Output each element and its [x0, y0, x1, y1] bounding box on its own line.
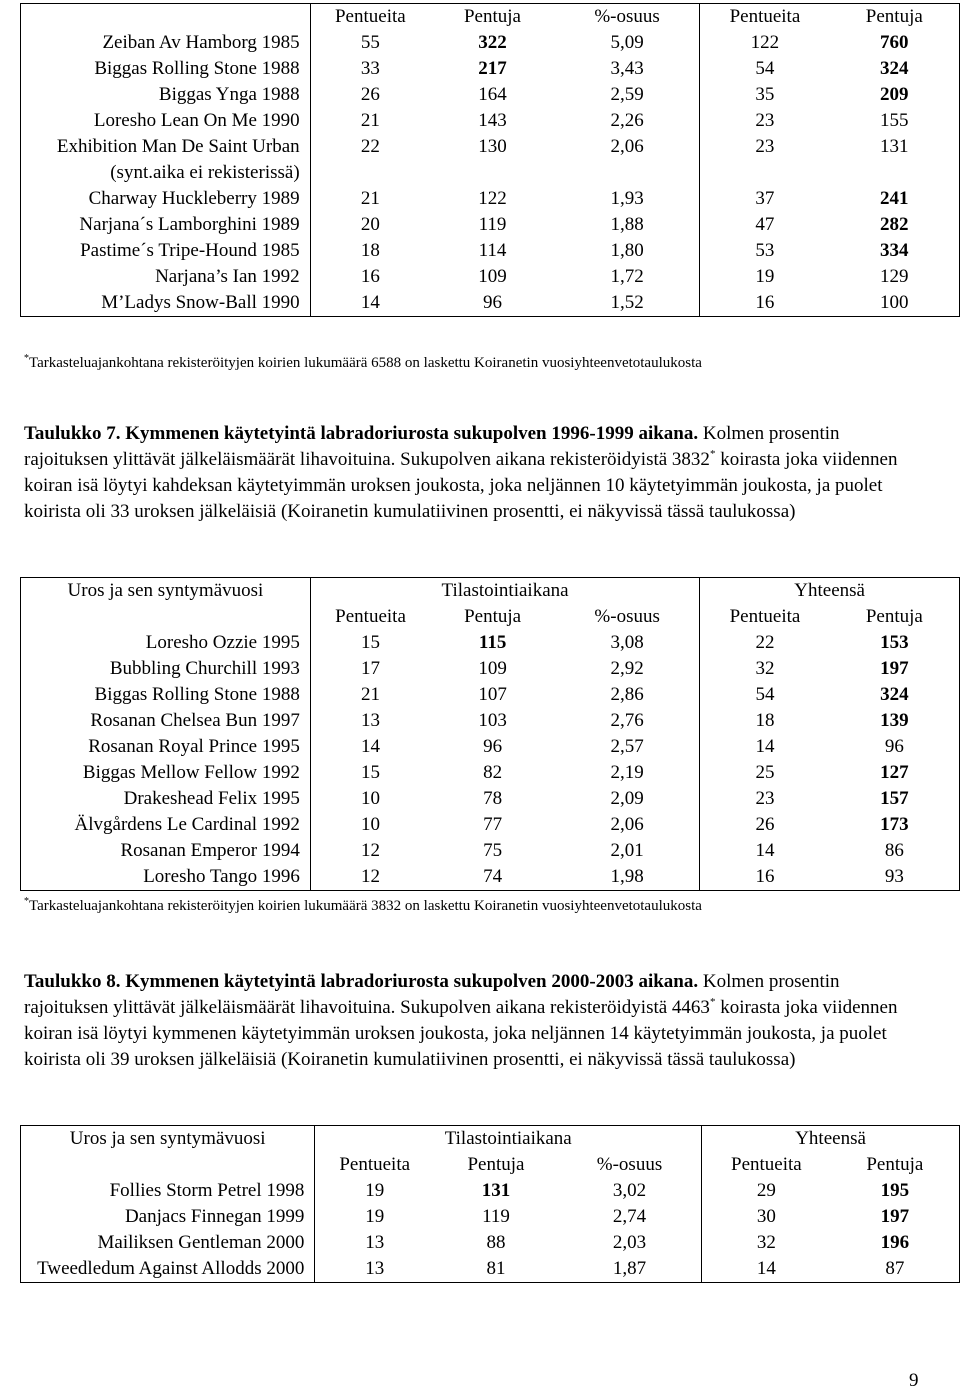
litters-total-cell: 47 [755, 214, 775, 235]
stud-name-cell: Narjana´s Lamborghini 1989 [21, 212, 311, 238]
litters-total-cell: 23 [755, 788, 775, 809]
litters-cell: 20 [360, 214, 380, 235]
share-cell: 5,09 [555, 30, 700, 56]
puppies-total-cell: 197 [831, 1204, 960, 1230]
header-name: Uros ja sen syntymävuosi [21, 1126, 315, 1153]
footnote-2 [24, 893, 702, 915]
table-row [21, 734, 960, 760]
footnote-text: Tarkasteluajankohtana rekisteröityjen koirien lukumäärä 6588 on laskettu Koiranetin vuosiyhteenvetotaulukosta [29, 355, 702, 371]
stud-name-cell: Biggas Rolling Stone 1988 [21, 682, 311, 708]
puppies-total-cell: 197 [830, 656, 960, 682]
share-cell: 2,26 [555, 108, 700, 134]
footnote-mark: * [24, 896, 29, 907]
stud-name-cell: Biggas Rolling Stone 1988 [21, 56, 311, 82]
puppies-total-cell: 195 [831, 1178, 960, 1204]
litters-total-cell: 54 [755, 58, 775, 79]
puppies-cell: 115 [478, 632, 507, 653]
puppies-cell: 217 [478, 58, 507, 79]
table-row [21, 1230, 960, 1256]
litters-total-cell: 23 [755, 136, 775, 157]
table-row [21, 238, 960, 264]
header-pentueita-total: Pentueita [731, 1154, 802, 1175]
share-cell: 2,06 [555, 812, 700, 838]
puppies-total-cell: 131 [830, 134, 960, 186]
litters-total-cell: 14 [702, 1256, 831, 1283]
header-blank [21, 4, 311, 31]
litters-cell: 21 [361, 684, 381, 705]
litters-cell: 15 [361, 762, 381, 783]
puppies-total-cell: 196 [831, 1230, 960, 1256]
stud-name-cell: Rosanan Emperor 1994 [21, 838, 311, 864]
puppies-cell: 81 [434, 1256, 558, 1283]
header-period: Tilastointiaikana [310, 578, 699, 605]
puppies-cell: 88 [486, 1232, 506, 1253]
share-cell: 2,01 [555, 838, 700, 864]
litters-total-cell: 18 [755, 710, 775, 731]
stud-name-cell: Mailiksen Gentleman 2000 [21, 1230, 315, 1256]
table-row [21, 630, 960, 656]
puppies-cell: 75 [483, 840, 503, 861]
footnote-text: Tarkasteluajankohtana rekisteröityjen koirien lukumäärä 3832 on laskettu Koiranetin vuosiyhteenvetotaulukosta [29, 898, 702, 914]
puppies-cell: 130 [478, 136, 507, 157]
caption-text: Kolmen prosentin rajoituksen ylittävät jälkeläismäärät lihavoituina. Sukupolven aikana rekisteröidyistä 4463 [24, 971, 840, 1018]
table-row [21, 82, 960, 108]
table-row [21, 708, 960, 734]
share-cell: 2,57 [555, 734, 700, 760]
share-cell: 3,02 [558, 1178, 702, 1204]
litters-total-cell: 30 [756, 1206, 776, 1227]
puppies-cell: 114 [478, 240, 507, 261]
table-row [21, 1256, 960, 1283]
share-cell: 1,52 [555, 290, 700, 317]
litters-total-cell: 35 [755, 84, 775, 105]
puppies-total-cell: 100 [830, 290, 960, 317]
table-group-header-row [21, 578, 960, 605]
litters-total-cell: 14 [755, 840, 775, 861]
table-row [21, 290, 960, 317]
header-blank [21, 604, 311, 630]
litters-cell: 21 [360, 110, 380, 131]
litters-total-cell: 16 [700, 864, 830, 891]
litters-cell: 19 [365, 1206, 385, 1227]
header-pentuja-total: Pentuja [830, 4, 960, 31]
puppies-total-cell: 127 [830, 760, 960, 786]
header-total: Yhteensä [700, 578, 960, 605]
stud-name-cell: Charway Huckleberry 1989 [21, 186, 311, 212]
litters-total-cell: 16 [700, 290, 830, 317]
table-1 [20, 3, 960, 317]
litters-cell: 18 [360, 240, 380, 261]
puppies-total-cell: 324 [830, 682, 960, 708]
litters-cell: 13 [365, 1232, 385, 1253]
litters-cell: 15 [361, 632, 381, 653]
litters-cell: 14 [310, 290, 430, 317]
share-cell: 2,76 [555, 708, 700, 734]
litters-total-cell: 19 [755, 266, 775, 287]
page-number: 9 [909, 1370, 919, 1391]
share-cell: 2,86 [555, 682, 700, 708]
table-row [21, 682, 960, 708]
stud-name-cell: Danjacs Finnegan 1999 [21, 1204, 315, 1230]
litters-total-cell: 25 [755, 762, 775, 783]
share-cell: 2,06 [555, 134, 700, 186]
share-cell: 2,59 [555, 82, 700, 108]
puppies-total-cell: 153 [830, 630, 960, 656]
litters-cell: 21 [360, 188, 380, 209]
puppies-cell: 322 [478, 32, 507, 53]
table-row [21, 812, 960, 838]
puppies-total-cell: 86 [830, 838, 960, 864]
share-cell: 1,72 [555, 264, 700, 290]
header-period: Tilastointiaikana [315, 1126, 702, 1153]
litters-cell: 13 [361, 710, 381, 731]
puppies-total-cell: 241 [830, 186, 960, 212]
table-row [21, 30, 960, 56]
puppies-total-cell: 760 [830, 30, 960, 56]
litters-cell: 12 [310, 864, 430, 891]
litters-cell: 10 [361, 814, 381, 835]
puppies-cell: 74 [430, 864, 555, 891]
stud-name-cell: Biggas Mellow Fellow 1992 [21, 760, 311, 786]
litters-cell: 26 [360, 84, 380, 105]
caption-table-8 [24, 969, 924, 1073]
puppies-cell: 122 [478, 188, 507, 209]
litters-cell: 16 [360, 266, 380, 287]
table-row [21, 56, 960, 82]
litters-total-cell: 122 [750, 32, 780, 53]
puppies-cell: 96 [483, 736, 503, 757]
litters-total-cell: 32 [756, 1232, 776, 1253]
share-cell: 1,88 [555, 212, 700, 238]
table-row [21, 1178, 960, 1204]
litters-cell: 55 [360, 32, 380, 53]
stud-name-cell: Loresho Tango 1996 [21, 864, 311, 891]
puppies-total-cell: 139 [830, 708, 960, 734]
header-pentueita-total: Pentueita [700, 4, 830, 31]
puppies-total-cell: 157 [830, 786, 960, 812]
footnote-1 [24, 350, 702, 372]
puppies-cell: 82 [483, 762, 503, 783]
share-cell: 2,19 [555, 760, 700, 786]
share-cell: 3,08 [555, 630, 700, 656]
puppies-total-cell: 129 [830, 264, 960, 290]
puppies-cell: 78 [483, 788, 503, 809]
stud-name-cell: Pastime´s Tripe-Hound 1985 [21, 238, 311, 264]
puppies-cell: 131 [481, 1180, 511, 1201]
stud-name-cell: Rosanan Chelsea Bun 1997 [21, 708, 311, 734]
caption-text: Kolmen prosentin rajoituksen ylittävät jälkeläismäärät lihavoituina. Sukupolven aikana rekisteröidyistä 3832 [24, 423, 840, 470]
table-7 [20, 577, 960, 891]
header-pentuja: Pentuja [464, 606, 522, 627]
puppies-cell: 109 [478, 266, 507, 287]
puppies-total-cell: 173 [830, 812, 960, 838]
litters-total-cell: 32 [755, 658, 775, 679]
header-total: Yhteensä [702, 1126, 960, 1153]
litters-cell: 33 [360, 58, 380, 79]
litters-cell: 22 [360, 136, 380, 157]
caption-table-7 [24, 421, 924, 525]
table-row [21, 760, 960, 786]
header-blank [21, 1152, 315, 1178]
puppies-cell: 143 [478, 110, 507, 131]
table-header-row [21, 1152, 960, 1178]
table-row [21, 786, 960, 812]
stud-name-cell: Loresho Lean On Me 1990 [21, 108, 311, 134]
stud-name-cell: Rosanan Royal Prince 1995 [21, 734, 311, 760]
table-row [21, 186, 960, 212]
puppies-cell: 164 [478, 84, 507, 105]
litters-total-cell: 37 [755, 188, 775, 209]
header-osuus: %-osuus [555, 604, 700, 630]
litters-total-cell: 29 [756, 1180, 776, 1201]
header-pentuja-total: Pentuja [831, 1152, 960, 1178]
puppies-cell: 119 [482, 1206, 510, 1227]
litters-cell: 14 [361, 736, 381, 757]
litters-cell: 13 [315, 1256, 434, 1283]
share-cell: 2,03 [558, 1230, 702, 1256]
litters-total-cell: 53 [755, 240, 775, 261]
stud-name-cell: M’Ladys Snow-Ball 1990 [21, 290, 311, 317]
puppies-total-cell: 209 [830, 82, 960, 108]
header-pentueita: Pentueita [335, 606, 406, 627]
litters-cell: 12 [361, 840, 381, 861]
header-pentuja: Pentuja [430, 4, 555, 31]
puppies-total-cell: 87 [831, 1256, 960, 1283]
table-row [21, 108, 960, 134]
puppies-total-cell: 324 [830, 56, 960, 82]
header-pentueita: Pentueita [339, 1154, 411, 1175]
table-row [21, 1204, 960, 1230]
share-cell: 3,43 [555, 56, 700, 82]
header-pentueita-total: Pentueita [729, 606, 801, 627]
header-osuus: %-osuus [555, 4, 700, 31]
table-row [21, 264, 960, 290]
caption-text-cont: koirasta joka viidennen koiran isä löytyi kahdeksan käytetyimmän uroksen joukosta, joka neljännen 10 käytetyimmän joukosta, ja puolet koirista oli 33 uroksen jälkeläisiä (Koiranetin kumulatiivinen prosentti, ei näkyvissä tässä taulukossa) [24, 449, 898, 522]
puppies-cell: 77 [483, 814, 503, 835]
header-osuus: %-osuus [558, 1152, 702, 1178]
puppies-cell: 103 [478, 710, 507, 731]
caption-title: Taulukko 7. Kymmenen käytetyintä labradoriurosta sukupolven 1996-1999 aikana. [24, 423, 699, 444]
share-cell: 2,74 [558, 1204, 702, 1230]
table-row [21, 864, 960, 891]
puppies-total-cell: 96 [830, 734, 960, 760]
puppies-cell: 107 [478, 684, 507, 705]
puppies-total-cell: 93 [830, 864, 960, 891]
caption-text-cont: koirasta joka viidennen koiran isä löytyi kymmenen käytetyimmän uroksen joukosta, joka neljännen 14 käytetyimmän joukosta, ja puolet koirista oli 39 uroksen jälkeläisiä (Koiranetin kumulatiivinen prosentti, ei näkyvissä tässä taulukossa) [24, 997, 898, 1070]
puppies-cell: 96 [430, 290, 555, 317]
share-cell: 1,93 [555, 186, 700, 212]
stud-name-cell: Älvgårdens Le Cardinal 1992 [21, 812, 311, 838]
caption-title: Taulukko 8. Kymmenen käytetyintä labradoriurosta sukupolven 2000-2003 aikana. [24, 971, 699, 992]
litters-total-cell: 22 [755, 632, 775, 653]
litters-total-cell: 54 [755, 684, 775, 705]
stud-name-cell: Exhibition Man De Saint Urban (synt.aika ei rekisterissä) [21, 134, 311, 186]
stud-name-cell: Zeiban Av Hamborg 1985 [21, 30, 311, 56]
stud-name-cell: Biggas Ynga 1988 [21, 82, 311, 108]
litters-cell: 19 [365, 1180, 385, 1201]
caption-mark: * [709, 448, 716, 460]
table-8 [20, 1125, 960, 1283]
puppies-total-cell: 155 [830, 108, 960, 134]
caption-mark: * [709, 996, 716, 1008]
share-cell: 1,87 [558, 1256, 702, 1283]
table-row [21, 212, 960, 238]
stud-name-cell: Narjana’s Ian 1992 [21, 264, 311, 290]
header-name: Uros ja sen syntymävuosi [21, 578, 311, 605]
puppies-total-cell: 282 [830, 212, 960, 238]
table-row [21, 134, 960, 186]
litters-total-cell: 14 [755, 736, 775, 757]
litters-cell: 10 [361, 788, 381, 809]
puppies-cell: 119 [478, 214, 507, 235]
table-header-row [21, 4, 960, 31]
table-row [21, 656, 960, 682]
footnote-mark: * [24, 353, 29, 364]
stud-name-cell: Loresho Ozzie 1995 [21, 630, 311, 656]
header-pentuja-total: Pentuja [830, 604, 960, 630]
stud-name-cell: Follies Storm Petrel 1998 [21, 1178, 315, 1204]
litters-total-cell: 23 [755, 110, 775, 131]
share-cell: 2,92 [555, 656, 700, 682]
puppies-cell: 109 [478, 658, 507, 679]
stud-name-cell: Drakeshead Felix 1995 [21, 786, 311, 812]
share-cell: 1,98 [555, 864, 700, 891]
puppies-total-cell: 334 [830, 238, 960, 264]
share-cell: 1,80 [555, 238, 700, 264]
litters-cell: 17 [361, 658, 381, 679]
stud-name-cell: Tweedledum Against Allodds 2000 [21, 1256, 315, 1283]
table-header-row [21, 604, 960, 630]
header-pentuja: Pentuja [467, 1154, 525, 1175]
header-pentueita: Pentueita [310, 4, 430, 31]
table-group-header-row [21, 1126, 960, 1153]
stud-name-cell: Bubbling Churchill 1993 [21, 656, 311, 682]
share-cell: 2,09 [555, 786, 700, 812]
litters-total-cell: 26 [755, 814, 775, 835]
table-row [21, 838, 960, 864]
